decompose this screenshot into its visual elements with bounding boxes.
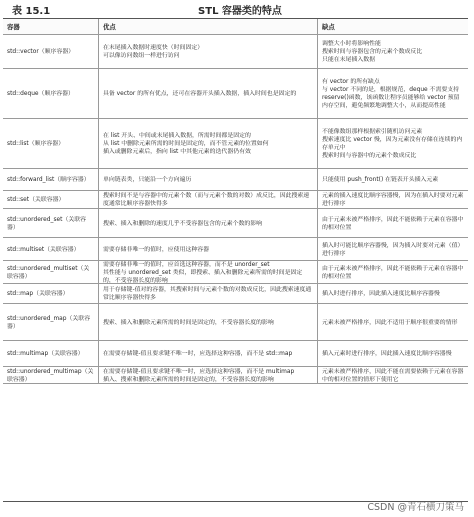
- cons-cell: 元素的插入速度比顺序容器慢，因为在插入时要对元素进行排序: [318, 191, 468, 209]
- container-name-cell: std::unordered_multiset（关联容器）: [3, 261, 99, 284]
- container-name-cell: std::map（关联容器）: [3, 284, 99, 304]
- cons-cell: 调整大小时将影响性能 搜索时间与容器包含的元素个数成反比 只能在末尾插入数据: [318, 35, 468, 69]
- pros-cell: 单向链表类，只能沿一个方向遍历: [99, 169, 318, 191]
- container-name-cell: std::list（顺序容器）: [3, 119, 99, 169]
- container-name-cell: std::multimap（关联容器）: [3, 341, 99, 367]
- container-name-cell: std::unordered_set（关联容器）: [3, 209, 99, 238]
- pros-cell: 具备 vector 的所有优点，还可在容器开头插入数据，插入时间也是固定的: [99, 69, 318, 119]
- cons-cell: 插入时可能比顺序容器慢，因为插入时要对元素（值）进行排序: [318, 238, 468, 261]
- table-caption: STL 容器类的特点: [198, 6, 282, 17]
- header-pros: 优点: [99, 19, 318, 35]
- pros-cell: 搜索、插入和删除的速度几乎不受容器包含的元素个数的影响: [99, 209, 318, 238]
- cons-cell: 元素未被严格排序，因此不能在需要依赖于元素在容器中的相对位置的情形下使用它: [318, 367, 468, 384]
- container-name-cell: std::unordered_multimap（关联容器）: [3, 367, 99, 384]
- container-name-cell: std::vector（顺序容器）: [3, 35, 99, 69]
- container-name-cell: std::set（关联容器）: [3, 191, 99, 209]
- stl-container-table: [3, 18, 468, 502]
- container-name-cell: std::deque（顺序容器）: [3, 69, 99, 119]
- cons-cell: 只能使用 push_front() 在链表开头插入元素: [318, 169, 468, 191]
- cons-cell: 有 vector 的所有缺点 与 vector 不同的是，根据规范，deque 不需要支持 reserve()函数，该函数让程序员能够给 vector 预留内存空间，避免频繁地调整大小，从而提高性能: [318, 69, 468, 119]
- pros-cell: 在需要存储键-值且要求键不唯一时，应选择这种容器，而不是 multimap 插入、搜索和删除元素所需的时间是固定的，不受容器长度的影响: [99, 367, 318, 384]
- csdn-watermark: CSDN @青石横刀策马: [367, 502, 464, 513]
- cons-cell: 插入时进行排序，因此插入速度比顺序容器慢: [318, 284, 468, 304]
- pros-cell: 需要存储非唯一的值时，应使用这种容器: [99, 238, 318, 261]
- container-name-cell: std::multiset（关联容器）: [3, 238, 99, 261]
- pros-cell: 需要存储非唯一的值时，应首选这种容器，而不是 unorder_set 其性能与 unordered_set 类似，即搜索、插入和删除元素所需的时间是固定的，不受容器长度的影响: [99, 261, 318, 284]
- cons-cell: 不能像数组那样根据索引随机访问元素 搜索速度比 vector 慢，因为元素没有存储在连续的内存单元中 搜索时间与容器中的元素个数成反比: [318, 119, 468, 169]
- cons-cell: 由于元素未被严格排序，因此不能依赖于元素在容器中的相对位置: [318, 261, 468, 284]
- pros-cell: 在需要存储键-值且要求键不唯一时，应选择这种容器，而不是 std::map: [99, 341, 318, 367]
- container-name-cell: std::unordered_map（关联容器）: [3, 304, 99, 341]
- header-cons: 缺点: [318, 19, 468, 35]
- pros-cell: 用于存储键-值对的容器，其搜索时间与元素个数的对数成反比，因此搜索速度通常比顺序容器快得多: [99, 284, 318, 304]
- pros-cell: 在末尾插入数据时速度快（时间固定） 可以像访问数组一样进行访问: [99, 35, 318, 69]
- cons-cell: 插入元素时进行排序，因此插入速度比顺序容器慢: [318, 341, 468, 367]
- header-container: 容器: [3, 19, 99, 35]
- table-title: [12, 2, 468, 18]
- table-number: 表 15.1: [12, 6, 51, 17]
- container-name-cell: std::forward_list（顺序容器）: [3, 169, 99, 191]
- cons-cell: 由于元素未被严格排序，因此不能依赖于元素在容器中的相对位置: [318, 209, 468, 238]
- cons-cell: 元素未被严格排序，因此不适用于顺序很重要的情形: [318, 304, 468, 341]
- pros-cell: 搜索、插入和删除元素所需的时间是固定的，不受容器长度的影响: [99, 304, 318, 341]
- pros-cell: 搜索时间不是与容器中的元素个数（而与元素个数的对数）成反比，因此搜索速度通常比顺序容器快得多: [99, 191, 318, 209]
- pros-cell: 在 list 开头、中间或末尾插入数据，所需时间都是固定的 从 list 中删除元素所需的时间是固定的，而不管元素的位置如何 插入或删除元素后，指向 list 中其他元素的迭代器仍有效: [99, 119, 318, 169]
